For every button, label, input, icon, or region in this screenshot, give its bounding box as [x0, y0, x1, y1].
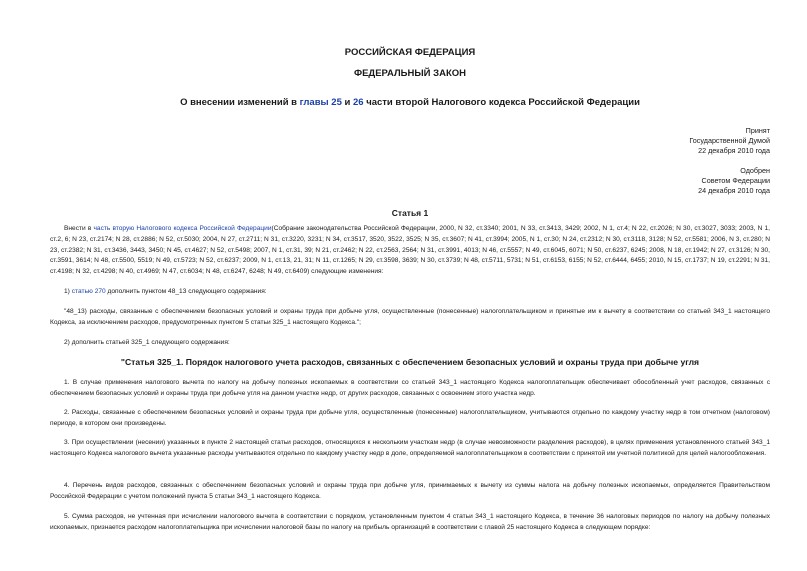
item-48-13-quote: "48_13) расходы, связанные с обеспечением безопасных условий и охраны труда при добыче угля, осуществленные (понесенные) налогоплательщиком и принятые им к вычету в соответствии со статьей 343_1 настоящего Кодекса, за исключением расходов, предусмотренных пунктом 5 статьи 325_1 настоящего Кодекса.";	[50, 308, 770, 326]
document-page	[50, 0, 770, 571]
approved-body: Советом Федерации	[701, 176, 770, 185]
law-title-prefix: О внесении изменений в	[180, 97, 300, 108]
article-1-title: Статья 1	[391, 208, 429, 218]
adopted-date: 22 декабря 2010 года	[698, 146, 770, 155]
law-type-heading: ФЕДЕРАЛЬНЫЙ ЗАКОН	[353, 68, 466, 79]
article-325-1-point-4: 4. Перечень видов расходов, связанных с обеспечением безопасных условий и охраны труда при добыче угля, принимаемых к вычету из суммы налога на добычу полезных ископаемых, определяется Правительством Российской Федерации с учетом положений пункта 5 статьи 343_1 настоящего Кодекса.	[50, 482, 770, 500]
chapter-25-link[interactable]: главы 25	[299, 97, 342, 108]
federation-heading: РОССИЙСКАЯ ФЕДЕРАЦИЯ	[344, 47, 476, 58]
approved-label: Одобрен	[740, 166, 770, 175]
article-325-1-point-2: 2. Расходы, связанные с обеспечением безопасных условий и охраны труда при добыче угля, осуществленные (понесенные) налогоплательщиком, учитываются отдельно по каждому участку недр в том отчетном (налоговом) периоде, в котором они произведены.	[50, 409, 770, 427]
item-1-text: дополнить пунктом 48_13 следующего содержания:	[105, 288, 267, 295]
intro-citations: (Собрание законодательства Российской Федерации, 2000, N 32, ст.3340; 2001, N 33, ст.3413, 3429; 2002, N 1, ст.4; N 22, ст.2026; N 30, ст.3027, 3033; 2003, N 1, ст.2, 6; N 23, ст.2174; N 28, ст.2886; N 52, ст.5030; 2004, N 27, ст.2711; N 31, ст.3220, 3231; N 34, ст.3517, 3520, 3522, 3525; N 35, ст.3607; N 41, ст.3994; 2005, N 1, ст.30; N 24, ст.2312; N 30, ст.3118, 3128; N 52, ст.5581; 2006, N 3, ст.280; N 23, ст.2382; N 31, ст.3436, 3443, 3450; N 45, ст.4627; N 52, ст.5498; 2007, N 1, ст.31, 39; N 21, ст.2462; N 22, ст.2563, 2564; N 31, ст.3991, 4013; N 46, ст.5557; N 49, ст.6045, 6071; N 50, ст.6237, 6245; 2008, N 18, ст.1942; N 27, ст.3126; N 30, ст.3591, 3614; N 48, ст.5500, 5519; N 49, ст.5723; N 52, ст.6237; 2009, N 1, ст.13, 21, 31; N 11, ст.1265; N 29, ст.3598, 3639; N 30, ст.3739; N 48, ст.5711, 5731; N 51, ст.6153, 6155; N 52, ст.6444, 6455; 2010, N 15, ст.1737; N 19, ст.2291; N 31, ст.4198; N 32, ст.4298; N 40, ст.4969; N 47, ст.6034; N 48, ст.6247, 6248; N 49, ст.6409) следующие изменения:	[50, 225, 771, 276]
law-title-mid: и	[341, 97, 353, 108]
article-325-1-point-3: 3. При осуществлении (несении) указанных в пункте 2 настоящей статьи расходов, относящихся к нескольким участкам недр (в случае невозможности разделения расходов), в целях применения установленного статьей 343_1 настоящего Кодекса налогового вычета указанные расходы учитываются отдельно по каждому участку недр в доле, определяемой налогоплательщиком в соответствии с принятой им учетной политикой для целей налогообложения.	[50, 439, 770, 457]
adopted-body: Государственной Думой	[689, 136, 770, 145]
intro-prefix: Внести в	[64, 225, 94, 232]
chapter-26-link[interactable]: 26	[352, 97, 364, 108]
adopted-stamp	[610, 126, 770, 156]
approved-date: 24 декабря 2010 года	[698, 186, 770, 195]
article-325-1-point-1: 1. В случае применения налогового вычета по налогу на добычу полезных ископаемых в соответствии со статьей 343_1 настоящего Кодекса налогоплательщик обеспечивает обособленный учет расходов, связанных с обеспечением безопасных условий и охраны труда при добыче угля на данном участке недр, от других расходов, связанных с освоением этого участка недр.	[50, 379, 770, 397]
article-325-1-point-5: 5. Сумма расходов, не учтенная при исчислении налогового вычета в соответствии с порядком, установленным пунктом 4 статьи 343_1 настоящего Кодекса, в течение 36 налоговых периодов по налогу на добычу полезных ископаемых, признается расходом налогоплательщика при исчислении налоговой базы по налогу на прибыль организаций в соответствии с главой 25 настоящего Кодекса в следующем порядке:	[50, 513, 770, 531]
article-1-intro	[50, 224, 770, 278]
adopted-label: Принят	[745, 126, 770, 135]
approved-stamp	[610, 166, 770, 196]
item-1-prefix: 1)	[64, 288, 72, 295]
article-1-item-2: 2) дополнить статьей 325_1 следующего содержания:	[64, 339, 230, 346]
article-325-1-title: "Статья 325_1. Порядок налогового учета расходов, связанных с обеспечением безопасных условий и охраны труда при добыче угля	[120, 357, 700, 367]
law-title	[50, 97, 770, 108]
law-title-suffix: части второй Налогового кодекса Российской Федерации	[363, 97, 640, 108]
tax-code-part-two-link[interactable]: часть вторую Налогового кодекса Российской Федерации	[93, 225, 272, 232]
article-270-link[interactable]: статью 270	[71, 288, 106, 295]
article-1-item-1	[50, 287, 770, 298]
